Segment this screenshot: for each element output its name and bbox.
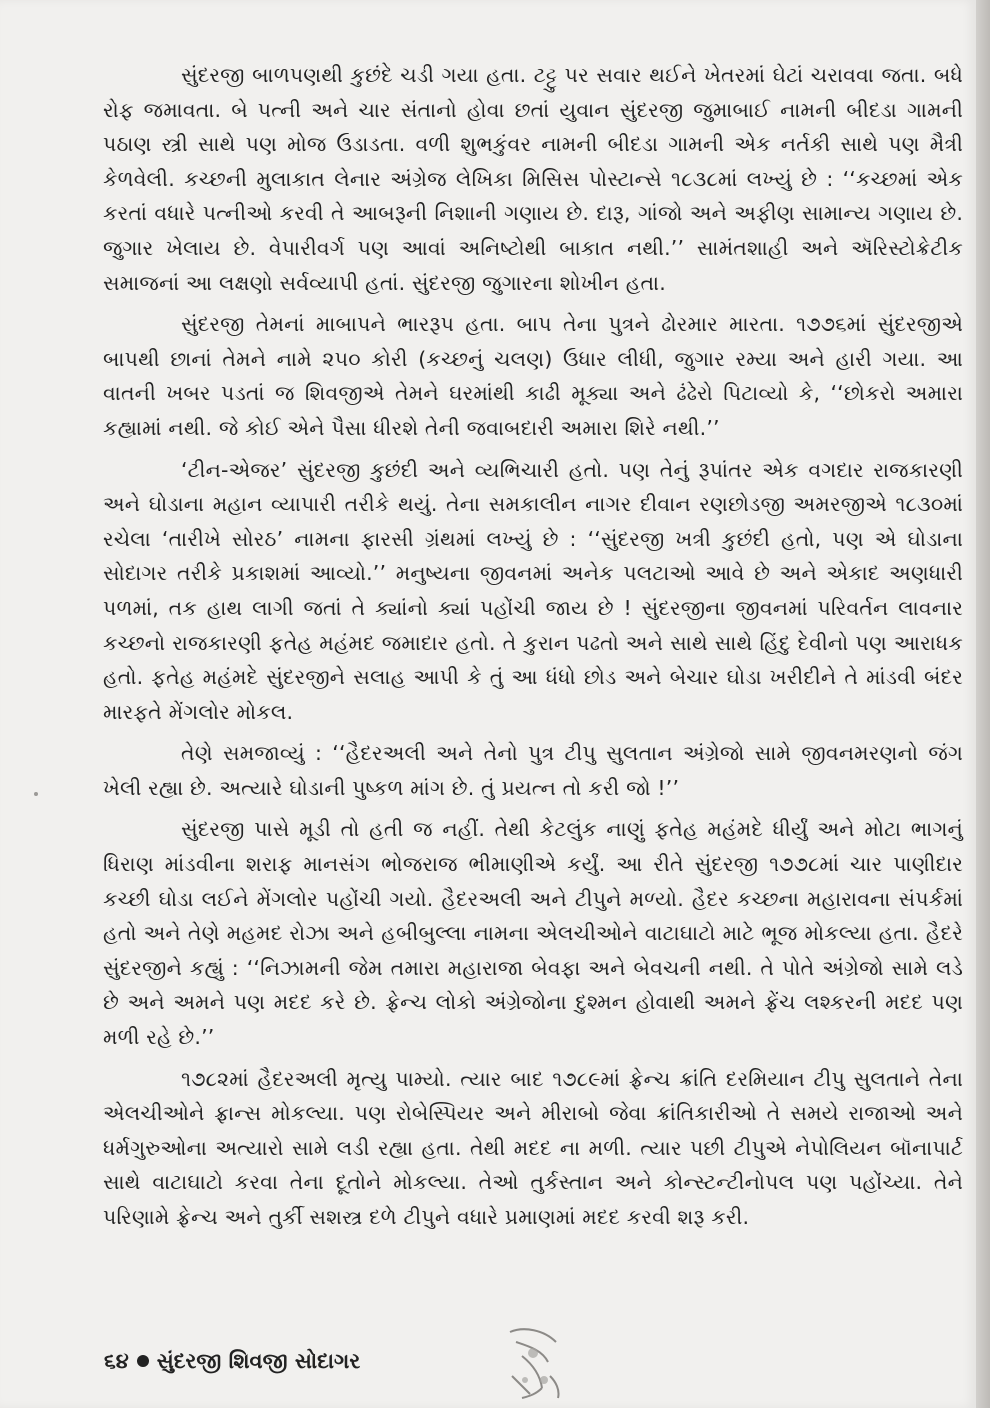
bullet-icon (137, 1355, 149, 1367)
book-title: સુંદરજી શિવજી સોદાગર (156, 1348, 361, 1373)
paragraph: ‘ટીન-એજર’ સુંદરજી કુછંદી અને વ્યભિચારી હતો. પણ તેનું રૂપાંતર એક વગદાર રાજકારણી અને ઘોડાના મહાન વ્યાપારી તરીકે થયું. તેના સમકાલીન નાગર દીવાન રણછોડજી અમરજીએ ૧૮૩૦માં રચેલા ‘તારીખે સોરઠ’ નામના ફારસી ગ્રંથમાં લખ્યું છે : ‘‘સુંદરજી ખત્રી કુછંદી હતો, પણ એ ઘોડાના સોદાગર તરીકે પ્રકાશમાં આવ્યો.’’ મનુષ્યના જીવનમાં અનેક પલટાઓ આવે છે અને એકાદ અણધારી પળમાં, તક હાથ લાગી જતાં તે ક્યાંનો ક્યાં પહોંચી જાય છે ! સુંદરજીના જીવનમાં પરિવર્તન લાવનાર કચ્છનો રાજકારણી ફતેહ મહંમદ જમાદાર હતો. તે કુરાન પઢતો અને સાથે સાથે હિંદુ દેવીનો પણ આરાધક હતો. ફતેહ મહંમદે સુંદરજીને સલાહ આપી કે તું આ ધંધો છોડ અને બેચાર ઘોડા ખરીદીને તે માંડવી બંદર મારફતે મેંગલોર મોકલ. (103, 457, 963, 724)
page-edge-shadow (976, 0, 990, 1408)
page-footer (104, 1341, 360, 1381)
page-number: ૬૪ (104, 1348, 129, 1373)
paragraph: સુંદરજી બાળપણથી કુછંદે ચડી ગયા હતા. ટટ્ટુ પર સવાર થઈને ખેતરમાં ઘેટાં ચરાવવા જતા. બધે રોફ જમાવતા. બે પત્ની અને ચાર સંતાનો હોવા છતાં યુવાન સુંદરજી જુમાબાઈ નામની બીદડા ગામની પઠાણ સ્ત્રી સાથે પણ મોજ ઉડાડતા. વળી શુભકુંવર નામની બીદડા ગામની એક નર્તકી સાથે પણ મૈત્રી કેળવેલી. કચ્છની મુલાકાત લેનાર અંગ્રેજ લેખિકા મિસિસ પોસ્ટાન્સે ૧૮૩૮માં લખ્યું છે : ‘‘કચ્છમાં એક કરતાં વધારે પત્નીઓ કરવી તે આબરૂની નિશાની ગણાય છે. દારૂ, ગાંજો અને અફીણ સામાન્ય ગણાય છે. જુગાર ખેલાય છે. વેપારીવર્ગ પણ આવાં અનિષ્ટોથી બાકાત નથી.’’ સામંતશાહી અને ઍરિસ્ટોક્રેટીક સમાજનાં આ લક્ષણો સર્વવ્યાપી હતાં. સુંદરજી જુગારના શોખીન હતા. (103, 63, 963, 295)
ornament-icon (500, 1322, 572, 1404)
paragraph: ૧૭૮૨માં હૈદરઅલી મૃત્યુ પામ્યો. ત્યાર બાદ ૧૭૮૯માં ફ્રેન્ચ ક્રાંતિ દરમિયાન ટીપુ સુલતાને તેના એલચીઓને ફ્રાન્સ મોકલ્યા. પણ રોબેસ્પિયર અને મીરાબો જેવા ક્રાંતિકારીઓ તે સમયે રાજાઓ અને ધર્મગુરુઓના અત્યારો સામે લડી રહ્યા હતા. તેથી મદદ ના મળી. ત્યાર પછી ટીપુએ નેપોલિયન બૉનાપાર્ટ સાથે વાટાઘાટો કરવા તેના દૂતોને મોકલ્યા. તેઓ તુર્કસ્તાન અને કોન્સ્ટન્ટીનોપલ પણ પહોંચ્યા. તેને પરિણામે ફ્રેન્ચ અને તુર્કી સશસ્ત્ર દળે ટીપુને વધારે પ્રમાણમાં મદદ કરવી શરૂ કરી. (103, 1066, 963, 1229)
paragraph: સુંદરજી તેમનાં માબાપને ભારરૂપ હતા. બાપ તેના પુત્રને ઢોરમાર મારતા. ૧૭૭૬માં સુંદરજીએ બાપથી છાનાં તેમને નામે ૨૫૦ કોરી (કચ્છનું ચલણ) ઉધાર લીધી, જુગાર રમ્યા અને હારી ગયા. આ વાતની ખબર પડતાં જ શિવજીએ તેમને ઘરમાંથી કાઢી મૂક્યા અને ઢંઢેરો પિટાવ્યો કે, ‘‘છોકરો અમારા કહ્યામાં નથી. જે કોઈ એને પૈસા ધીરશે તેની જવાબદારી અમારા શિરે નથી.’’ (103, 312, 963, 440)
paper-speck (34, 792, 38, 796)
body-text (103, 58, 963, 1242)
paragraph: સુંદરજી પાસે મૂડી તો હતી જ નહીં. તેથી કેટલુંક નાણું ફતેહ મહંમદે ધીર્યું અને મોટા ભાગનું ધિરાણ માંડવીના શરાફ માનસંગ ભોજરાજ ભીમાણીએ કર્યું. આ રીતે સુંદરજી ૧૭૭૮માં ચાર પાણીદાર કચ્છી ઘોડા લઈને મેંગલોર પહોંચી ગયો. હૈદરઅલી અને ટીપુને મળ્યો. હૈદર કચ્છના મહારાવના સંપર્કમાં હતો અને તેણે મહમદ રોઝા અને હબીબુલ્લા નામના એલચીઓને વાટાઘાટો માટે ભૂજ મોકલ્યા હતા. હૈદરે સુંદરજીને કહ્યું : ‘‘નિઝામની જેમ તમારા મહારાજા બેવફા અને બેવચની નથી. તે પોતે અંગ્રેજો સામે લડે છે અને અમને પણ મદદ કરે છે. ફ્રેન્ચ લોકો અંગ્રેજોના દુશ્મન હોવાથી અમને ફ્રેંચ લશ્કરની મદદ પણ મળી રહે છે.’’ (103, 817, 963, 1050)
paragraph: તેણે સમજાવ્યું : ‘‘હૈદરઅલી અને તેનો પુત્ર ટીપુ સુલતાન અંગ્રેજો સામે જીવનમરણનો જંગ ખેલી રહ્યા છે. અત્યારે ઘોડાની પુષ્કળ માંગ છે. તું પ્રયત્ન તો કરી જો !’’ (103, 741, 963, 800)
